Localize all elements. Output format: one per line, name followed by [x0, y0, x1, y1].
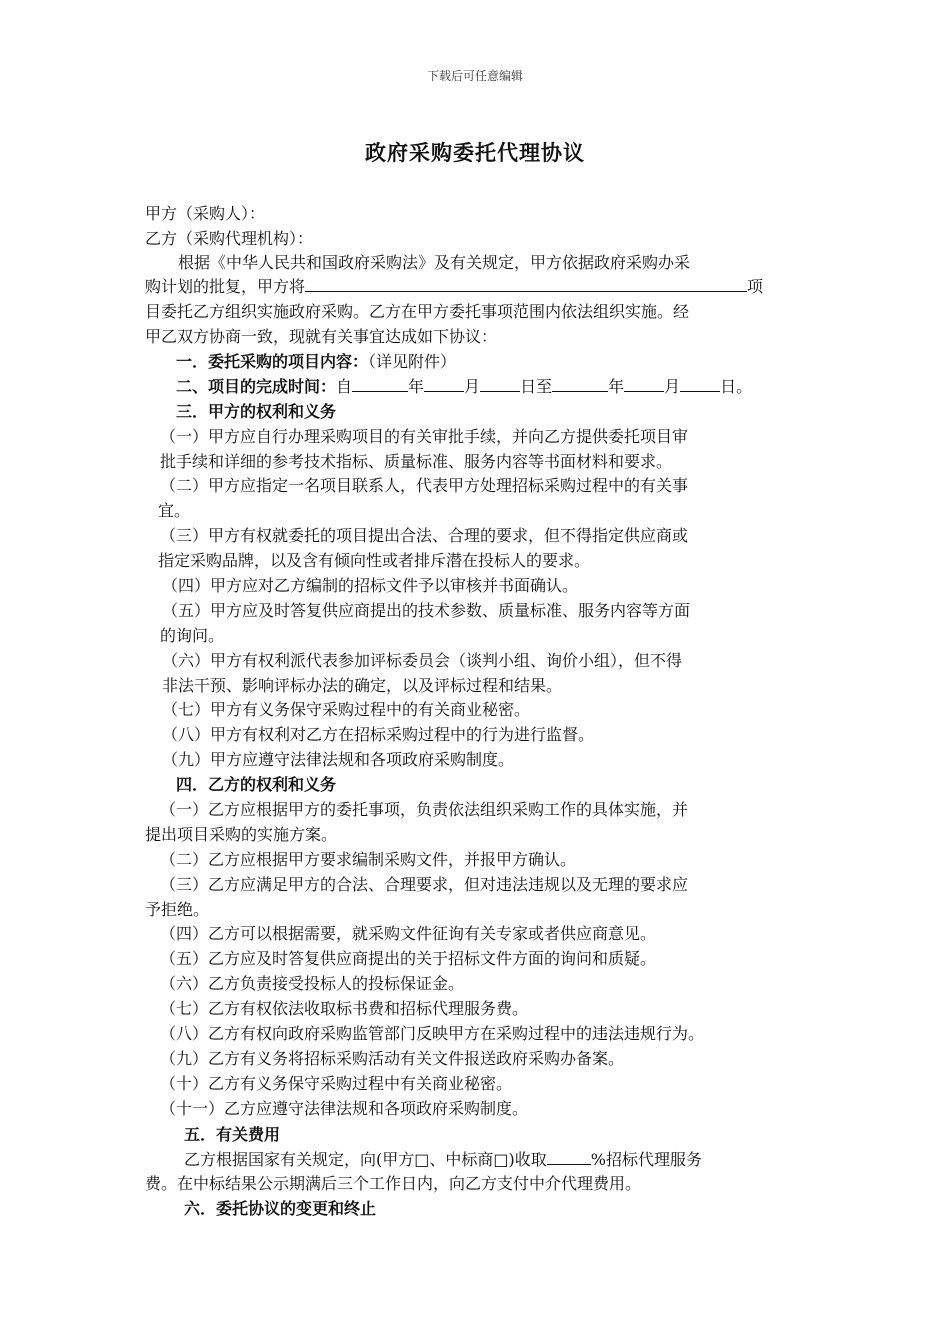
section-3-line: （七）甲方有义务保守采购过程中的有关商业秘密。	[162, 700, 531, 719]
section-4-line: （八）乙方有权向政府采购监管部门反映甲方在采购过程中的违法违规行为。	[160, 1024, 705, 1043]
section-2: 二、项目的完成时间：自 年 月 日至 年 月 日。	[176, 377, 753, 396]
section-4-line: （三）乙方应满足甲方的合法、合理要求，但对违法违规以及无理的要求应	[160, 875, 689, 894]
section-6-heading: 六．委托协议的变更和终止	[184, 1199, 377, 1218]
section-3-line: 宜。	[158, 501, 191, 520]
fee-percent-blank	[547, 1149, 591, 1165]
intro-line-4: 甲乙双方协商一致，现就有关事宜达成如下协议：	[145, 327, 498, 346]
section-4-line: 予拒绝。	[145, 900, 210, 919]
section-1-note: （详见附件）	[368, 352, 457, 371]
section-3-line: 批手续和详细的参考技术指标、质量标准、服务内容等书面材料和要求。	[160, 452, 673, 471]
section-4-line: （二）乙方应根据甲方要求编制采购文件，并报甲方确认。	[160, 850, 577, 869]
section-1	[176, 351, 456, 373]
intro-line-3: 目委托乙方组织实施政府采购。乙方在甲方委托事项范围内依法组织实施。经	[145, 302, 690, 321]
project-name-blank	[305, 276, 747, 292]
section-4-line: （十一）乙方应遵守法律法规和各项政府采购制度。	[160, 1099, 529, 1118]
section-5-heading: 五．有关费用	[184, 1125, 281, 1144]
section-3-line: 指定采购品牌，以及含有倾向性或者排斥潜在投标人的要求。	[158, 551, 591, 570]
party-b-label: 乙方（采购代理机构）：	[145, 229, 314, 248]
section-3-line: 的询问。	[160, 626, 225, 645]
section-4-line: 提出项目采购的实施方案。	[145, 825, 338, 844]
section-3-line: （九）甲方应遵守法律法规和各项政府采购制度。	[162, 750, 515, 769]
section-4-line: （六）乙方负责接受投标人的投标保证金。	[160, 974, 465, 993]
section-3-heading: 三．甲方的权利和义务	[176, 402, 337, 421]
section-5-line-2: 费。在中标结果公示期满后三个工作日内，向乙方支付中介代理费用。	[145, 1174, 642, 1193]
section-4-line: （五）乙方应及时答复供应商提出的关于招标文件方面的询问和质疑。	[160, 949, 657, 968]
section-3-line: （二）甲方应指定一名项目联系人，代表甲方处理招标采购过程中的有关事	[160, 476, 689, 495]
section-3-line: （五）甲方应及时答复供应商提出的技术参数、质量标准、服务内容等方面	[162, 601, 691, 620]
section-4-line: （十）乙方有义务保守采购过程中有关商业秘密。	[160, 1074, 513, 1093]
section-3-line: （八）甲方有权利对乙方在招标采购过程中的行为进行监督。	[162, 725, 595, 744]
section-3-line: （一）甲方应自行办理采购项目的有关审批手续，并向乙方提供委托项目审	[160, 427, 689, 446]
section-1-heading: 一．委托采购的项目内容：	[176, 352, 369, 371]
section-4-heading: 四．乙方的权利和义务	[176, 775, 337, 794]
section-4-line: （四）乙方可以根据需要，就采购文件征询有关专家或者供应商意见。	[160, 924, 657, 943]
section-5-line-1: 乙方根据国家有关规定，向(甲方□、中标商□)收取 %招标代理服务	[184, 1150, 702, 1169]
section-3-line: （三）甲方有权就委托的项目提出合法、合理的要求，但不得指定供应商或	[160, 526, 689, 545]
section-3-line: （六）甲方有权利派代表参加评标委员会（谈判小组、询价小组），但不得	[162, 651, 683, 670]
section-4-line: （九）乙方有义务将招标采购活动有关文件报送政府采购办备案。	[160, 1049, 625, 1068]
intro-line-1: 根据《中华人民共和国政府采购法》及有关规定，甲方依据政府采购办采	[178, 253, 691, 272]
section-4-line: （七）乙方有权依法收取标书费和招标代理服务费。	[160, 999, 529, 1018]
document-title: 政府采购委托代理协议	[365, 140, 585, 165]
section-4-line: （一）乙方应根据甲方的委托事项，负责依法组织采购工作的具体实施，并	[160, 800, 689, 819]
section-3-line: 非法干预、影响评标办法的确定，以及评标过程和结果。	[162, 676, 563, 695]
party-a-label: 甲方（采购人）：	[145, 204, 266, 223]
intro-line-2: 购计划的批复，甲方将 项	[145, 277, 764, 296]
section-3-line: （四）甲方应对乙方编制的招标文件予以审核并书面确认。	[162, 576, 579, 595]
page-header-note: 下载后可任意编辑	[426, 69, 523, 83]
